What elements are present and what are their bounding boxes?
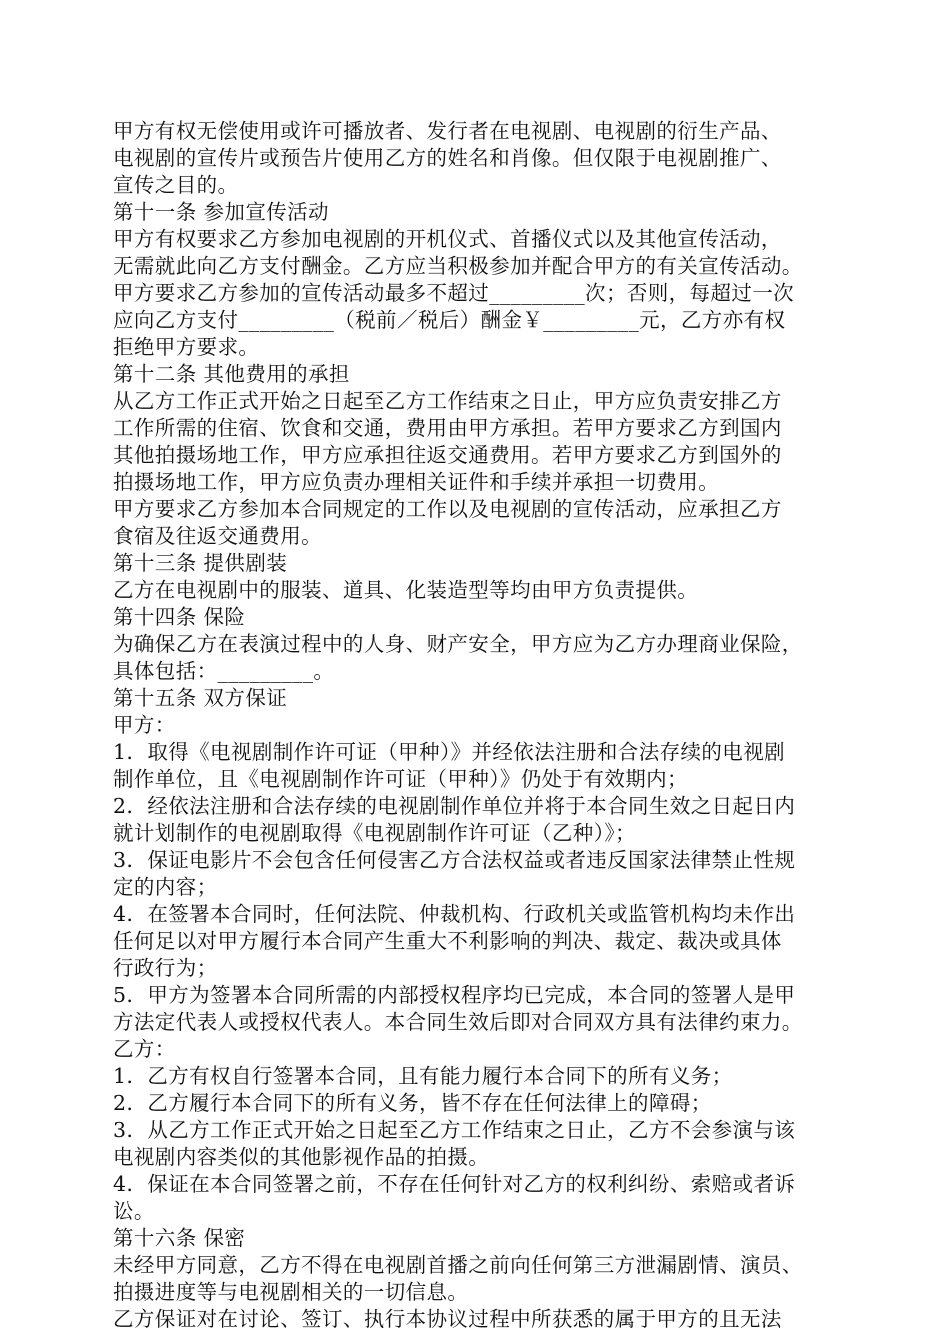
text-line: 1．取得《电视剧制作许可证（甲种）》并经依法注册和合法存续的电视剧 <box>113 740 785 764</box>
text-line: 宣传之目的。 <box>113 173 239 197</box>
text-line: 3．从乙方工作正式开始之日起至乙方工作结束之日止，乙方不会参演与该 <box>113 1118 796 1142</box>
text-line: 拍摄场地工作，甲方应负责办理相关证件和手续并承担一切费用。 <box>113 470 720 494</box>
text-line: 电视剧的宣传片或预告片使用乙方的姓名和肖像。但仅限于电视剧推广、 <box>113 146 782 170</box>
section-heading: 第十五条 双方保证 <box>113 686 288 710</box>
text-line: 就计划制作的电视剧取得《电视剧制作许可证（乙种）》； <box>113 821 636 845</box>
text-line: 乙方在电视剧中的服装、道具、化装造型等均由甲方负责提供。 <box>113 578 699 602</box>
text-line: 电视剧内容类似的其他影视作品的拍摄。 <box>113 1145 490 1169</box>
text-line: 任何足以对甲方履行本合同产生重大不利影响的判决、裁定、裁决或具体 <box>113 929 782 953</box>
section-heading: 第十三条 提供剧装 <box>113 551 288 575</box>
text-line: 3．保证电影片不会包含任何侵害乙方合法权益或者违反国家法律禁止性规 <box>113 848 796 872</box>
text-line: 应向乙方支付_________（税前／税后）酬金￥_________元，乙方亦有权 <box>113 308 786 332</box>
text-line: 工作所需的住宿、饮食和交通，费用由甲方承担。若甲方要求乙方到国内 <box>113 416 782 440</box>
text-line: 具体包括：_________。 <box>113 659 335 683</box>
text-line: 甲方有权无偿使用或许可播放者、发行者在电视剧、电视剧的衍生产品、 <box>113 119 782 143</box>
document-body <box>113 118 853 1333</box>
text-line: 甲方要求乙方参加的宣传活动最多不超过_________次；否则，每超过一次 <box>113 281 795 305</box>
section-heading: 第十二条 其他费用的承担 <box>113 362 350 386</box>
text-line: 乙方保证对在讨论、签订、执行本协议过程中所获悉的属于甲方的且无法 <box>113 1307 782 1331</box>
text-line: 从乙方工作正式开始之日起至乙方工作结束之日止，甲方应负责安排乙方 <box>113 389 782 413</box>
text-line: 讼。 <box>113 1199 155 1223</box>
text-line: 定的内容； <box>113 875 218 899</box>
text-line: 方法定代表人或授权代表人。本合同生效后即对合同双方具有法律约束力。 <box>113 1010 803 1034</box>
party-label: 甲方： <box>113 713 176 737</box>
text-line: 2．经依法注册和合法存续的电视剧制作单位并将于本合同生效之日起日内 <box>113 794 796 818</box>
text-line: 行政行为； <box>113 956 218 980</box>
text-line: 制作单位，且《电视剧制作许可证（甲种）》仍处于有效期内； <box>113 767 688 791</box>
text-line: 1．乙方有权自行签署本合同，且有能力履行本合同下的所有义务； <box>113 1064 733 1088</box>
text-line: 拒绝甲方要求。 <box>113 335 260 359</box>
text-line: 为确保乙方在表演过程中的人身、财产安全，甲方应为乙方办理商业保险， <box>113 632 803 656</box>
section-heading: 第十四条 保险 <box>113 605 246 629</box>
section-heading: 第十六条 保密 <box>113 1226 246 1250</box>
text-line: 拍摄进度等与电视剧相关的一切信息。 <box>113 1280 469 1304</box>
text-line: 无需就此向乙方支付酬金。乙方应当积极参加并配合甲方的有关宣传活动。 <box>113 254 803 278</box>
text-line: 2．乙方履行本合同下的所有义务，皆不存在任何法律上的障碍； <box>113 1091 712 1115</box>
section-heading: 第十一条 参加宣传活动 <box>113 200 329 224</box>
text-line: 甲方有权要求乙方参加电视剧的开机仪式、首播仪式以及其他宣传活动， <box>113 227 782 251</box>
text-line: 4．在签署本合同时，任何法院、仲裁机构、行政机关或监管机构均未作出 <box>113 902 796 926</box>
text-line: 4．保证在本合同签署之前，不存在任何针对乙方的权利纠纷、索赔或者诉 <box>113 1172 796 1196</box>
text-line: 未经甲方同意，乙方不得在电视剧首播之前向任何第三方泄漏剧情、演员、 <box>113 1253 803 1277</box>
text-line: 食宿及往返交通费用。 <box>113 524 322 548</box>
party-label: 乙方： <box>113 1037 176 1061</box>
text-line: 5．甲方为签署本合同所需的内部授权程序均已完成，本合同的签署人是甲 <box>113 983 796 1007</box>
text-line: 甲方要求乙方参加本合同规定的工作以及电视剧的宣传活动，应承担乙方 <box>113 497 782 521</box>
text-line: 其他拍摄场地工作，甲方应承担往返交通费用。若甲方要求乙方到国外的 <box>113 443 782 467</box>
